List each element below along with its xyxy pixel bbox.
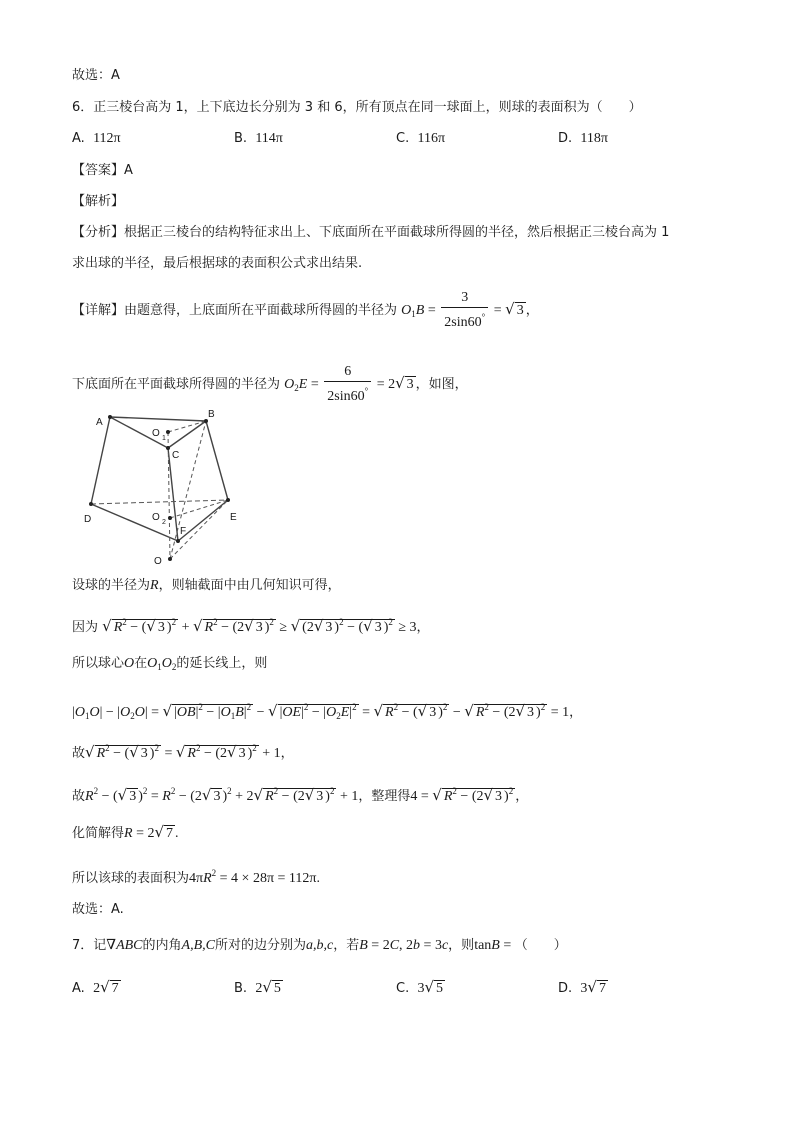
seg-ob xyxy=(170,421,206,559)
q6-analysis-tag: 【解析】 xyxy=(72,194,125,209)
q6-detail-line-1: 【详解】由题意得，上底面所在平面截球所得圆的半径为 $O_1B$ = $\frac{3}{2\sin 60^\circ}$ = √ 3 ， xyxy=(72,290,539,330)
label-d: D xyxy=(84,514,92,525)
q6-step-6: 故$R^2$ − (√ 3 )$^2 = R^2 - (2√$ 3 )$^2$ + 2√ $R^2 - (2√$ 3 )$^2$ + 1，整理得4 = √ $R^2 - (2√$ 3 )$^2$ ， xyxy=(72,786,529,804)
point-c xyxy=(166,446,170,450)
fraction-r2: $\frac{6}{2\sin 60^\circ}$ xyxy=(324,364,371,405)
q6-step-1: 设球的半径为R，则轴截面中由几何知识可得， xyxy=(72,578,341,593)
question-6-stem: 6．正三棱台高为 1，上下底边长分别为 3 和 6，所有顶点在同一球面上，则球的表面积为（ ） xyxy=(72,100,642,115)
question-7-stem: 7．记∇ABC的内角A,B,C所对的边分别为a,b,c，若B = 2C, 2b = 3c，则tanB = （ ） xyxy=(72,938,567,953)
q6-step-3: 所以球心O在$O_1O_2$的延长线上，则 xyxy=(72,656,268,672)
q7-option-c: C. 3√ 5 xyxy=(396,978,444,996)
label-o1: O xyxy=(152,428,160,439)
prev-answer-line: 故选：A xyxy=(72,68,120,83)
q6-step-2: 因为 √ $R^2$ − (√ 3 )$^2$ + √ $R^2 - (2√$ 3 )$^2$ ≥ √ (2√ 3 )$^2$ − (√ 3 )$^2$ ≥ 3， xyxy=(72,617,430,635)
q6-step-4: $|O_1O| - |O_2O|$ = √ $|OB|^2 - |O_1B|^2$ − √ $|OE|^2 - |O_2E|^2$ = √ $R^2$ − (√ 3 )$^2$ − √ $R^2 - (2√$ 3 )$^2$ = 1， xyxy=(72,702,583,721)
label-o: O xyxy=(154,556,162,567)
label-o2-sub: 2 xyxy=(162,519,166,526)
point-d xyxy=(89,502,93,506)
q7-option-d: D. 3√ 7 xyxy=(558,978,606,996)
fraction-r1: $\frac{3}{2\sin 60^\circ}$ xyxy=(441,290,488,331)
edge-ab xyxy=(110,417,206,421)
q6-option-a: A. 112π xyxy=(72,131,121,146)
edge-cb xyxy=(168,421,206,448)
q6-option-d: D. 118π xyxy=(558,131,608,146)
q6-step-8: 所以该球的表面积为$4\pi R^2 = 4 \times 28\pi = 112\pi$. xyxy=(72,868,320,886)
q6-detail-line-2: 下底面所在平面截球所得圆的半径为 $O_2E$ = $\frac{6}{2\sin 60^\circ}$ = 2√ 3 ，如图， xyxy=(72,364,468,404)
point-a xyxy=(108,415,112,419)
q6-answer-line: 【答案】A xyxy=(72,163,133,178)
edge-cf xyxy=(168,448,178,541)
point-o xyxy=(168,557,172,561)
label-b: B xyxy=(208,409,215,420)
q6-option-c: C. 116π xyxy=(396,131,446,146)
label-o2: O xyxy=(152,512,160,523)
seg-o1b xyxy=(168,421,206,432)
edge-ad xyxy=(91,417,110,504)
label-o1-sub: 1 xyxy=(162,435,166,442)
q6-final-answer: 故选：A. xyxy=(72,902,124,917)
edge-de-hidden xyxy=(91,500,228,504)
point-f xyxy=(176,539,180,543)
q6-step-5: 故√ $R^2$ − (√ 3 )$^2$ = √ $R^2 - (2√$ 3 )$^2$ + 1， xyxy=(72,743,294,761)
q6-fenxi-line-1: 【分析】根据正三棱台的结构特征求出上、下底面所在平面截球所得圆的半径，然后根据正三棱台高为 1 xyxy=(72,225,670,240)
point-o1 xyxy=(166,430,170,434)
point-o2 xyxy=(168,516,172,520)
q6-option-b: B. 114π xyxy=(234,131,283,146)
label-c: C xyxy=(172,450,180,461)
frustum-sphere-figure xyxy=(78,404,258,570)
q6-fenxi-line-2: 求出球的半径，最后根据球的表面积公式求出结果. xyxy=(72,256,363,271)
q7-option-b: B. 2√ 5 xyxy=(234,978,281,996)
label-e: E xyxy=(230,512,237,523)
label-a: A xyxy=(96,417,103,428)
edge-be xyxy=(206,421,228,500)
point-e xyxy=(226,498,230,502)
label-f: F xyxy=(180,526,187,537)
q7-option-a: A. 2√ 7 xyxy=(72,978,119,996)
q6-step-7: 化简解得R = 2√ 7 . xyxy=(72,823,179,841)
